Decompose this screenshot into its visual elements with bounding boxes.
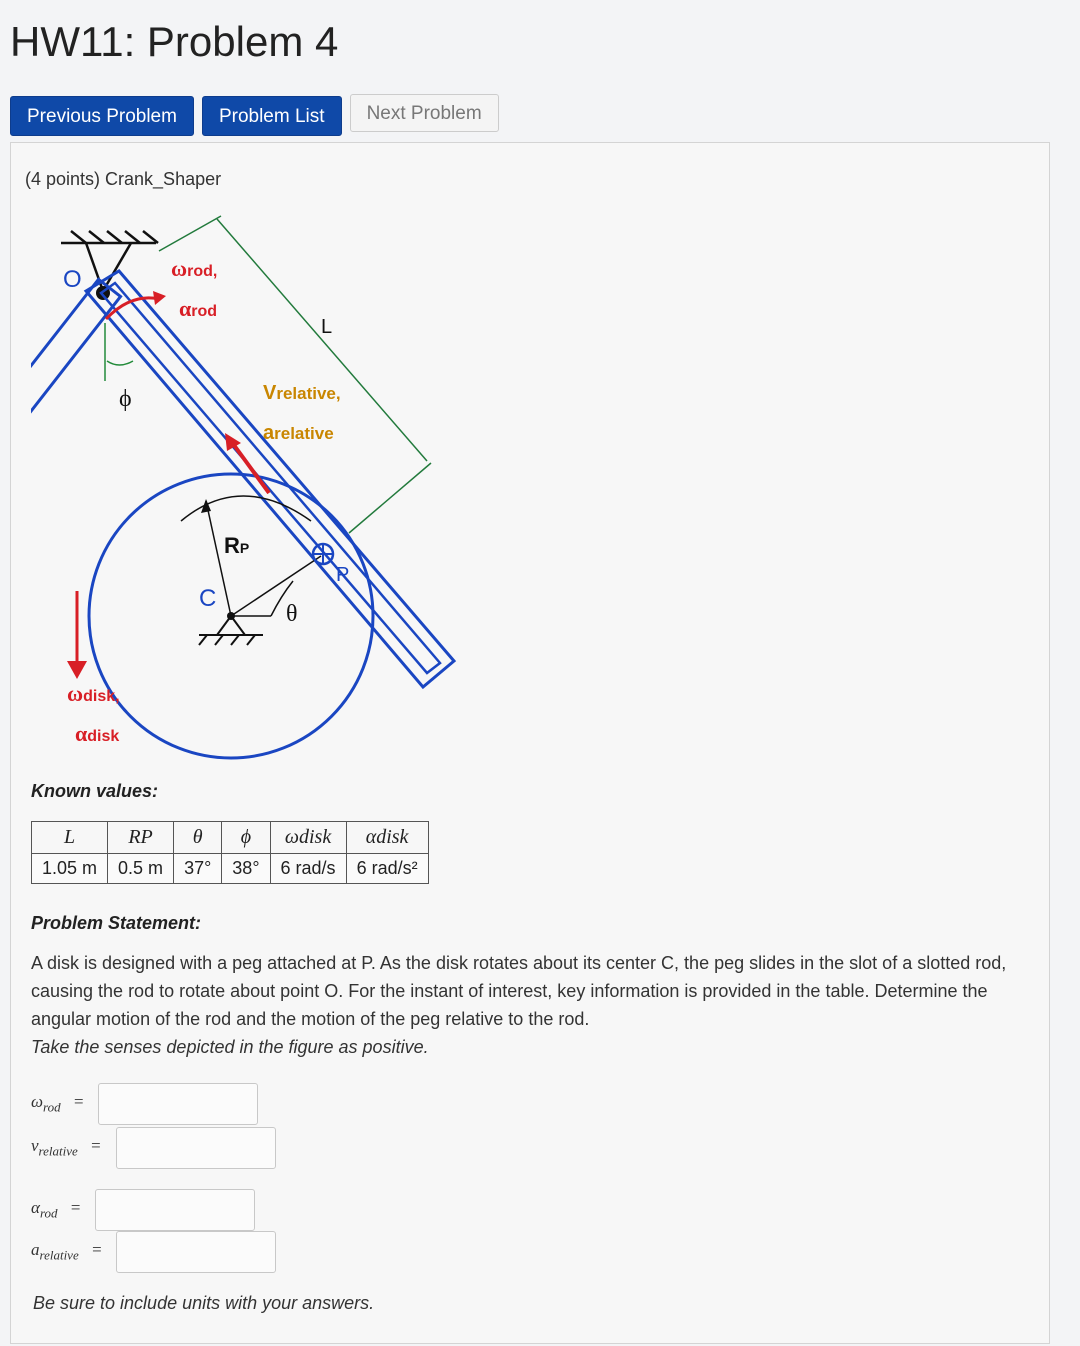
- problem-statement-text: A disk is designed with a peg attached at P. As the disk rotates about its center C, the peg slides in the slot of a slotted rod, causing the rod to rotate about point O. For the instant of interest, key information is provided in the table. Determine the angular motion of the rod and the motion of the peg relative to the rod.: [31, 953, 1007, 1029]
- answer-input-v-relative[interactable]: [116, 1127, 276, 1169]
- answer-row-v-relative: [31, 1127, 276, 1169]
- header-alpha-disk: αdisk: [346, 822, 428, 854]
- ground-support-C: [199, 616, 263, 645]
- header-L: L: [32, 822, 108, 854]
- known-values-table: [31, 821, 429, 884]
- answer-label-omega-rod: $\omega_{rod}$ =: [31, 1092, 85, 1115]
- answer-label-a-relative: $a_{relative}$ =: [31, 1240, 103, 1263]
- label-phi: ϕ: [119, 386, 132, 412]
- label-P: P: [336, 564, 350, 586]
- header-Rp: RP: [108, 822, 174, 854]
- rod-slot: [101, 283, 440, 673]
- next-problem-button[interactable]: Next Problem: [350, 94, 499, 132]
- problem-nav: [10, 96, 499, 136]
- answer-input-alpha-rod[interactable]: [95, 1189, 255, 1231]
- problem-panel: [10, 142, 1050, 1344]
- value-Rp: 0.5 m: [108, 854, 174, 884]
- header-omega-disk: ωdisk: [270, 822, 346, 854]
- value-omega-disk: 6 rad/s: [270, 854, 346, 884]
- value-L: 1.05 m: [32, 854, 108, 884]
- problem-statement: [31, 949, 1051, 1061]
- table-header-row: [32, 822, 429, 854]
- header-phi: ϕ: [222, 822, 270, 854]
- value-theta: 37°: [174, 854, 222, 884]
- answer-label-alpha-rod: $\alpha_{rod}$ =: [31, 1198, 82, 1221]
- phi-arc: [107, 361, 133, 365]
- problem-list-button[interactable]: Problem List: [202, 96, 342, 136]
- value-phi: 38°: [222, 854, 270, 884]
- problem-points-title: (4 points) Crank_Shaper: [25, 169, 222, 189]
- slotted-rod: [31, 275, 206, 754]
- label-v-relative: Vrelative,: [263, 382, 341, 404]
- label-omega-rod: ωrod,: [171, 256, 218, 281]
- answer-label-v-relative: $v_{relative}$ =: [31, 1136, 102, 1159]
- label-a-relative: arelative: [263, 422, 334, 444]
- answer-row-omega-rod: [31, 1083, 258, 1125]
- label-C: C: [199, 585, 217, 612]
- answer-input-omega-rod[interactable]: [98, 1083, 258, 1125]
- label-alpha-disk: αdisk: [75, 721, 120, 746]
- units-note: Be sure to include units with your answers.: [33, 1293, 375, 1313]
- label-omega-disk: ωdisk,: [67, 681, 120, 706]
- known-values-heading: Known values:: [31, 781, 159, 801]
- label-alpha-rod: αrod: [179, 296, 218, 321]
- table-row: [32, 854, 429, 884]
- answer-input-a-relative[interactable]: [116, 1231, 276, 1273]
- label-O: O: [63, 266, 82, 293]
- label-L: L: [321, 316, 333, 338]
- header-theta: θ: [174, 822, 222, 854]
- label-theta: θ: [286, 601, 298, 627]
- value-alpha-disk: 6 rad/s²: [346, 854, 428, 884]
- previous-problem-button[interactable]: Previous Problem: [10, 96, 194, 136]
- answer-row-a-relative: [31, 1231, 276, 1273]
- problem-statement-heading: Problem Statement:: [31, 913, 202, 933]
- problem-statement-note: Take the senses depicted in the figure as positive.: [31, 1037, 429, 1057]
- label-Rp: RP: [224, 533, 250, 558]
- page-title: HW11: Problem 4: [10, 18, 339, 65]
- answer-row-alpha-rod: [31, 1189, 255, 1231]
- crank-shaper-diagram: [31, 201, 491, 761]
- disk-inner-arc: [181, 496, 311, 521]
